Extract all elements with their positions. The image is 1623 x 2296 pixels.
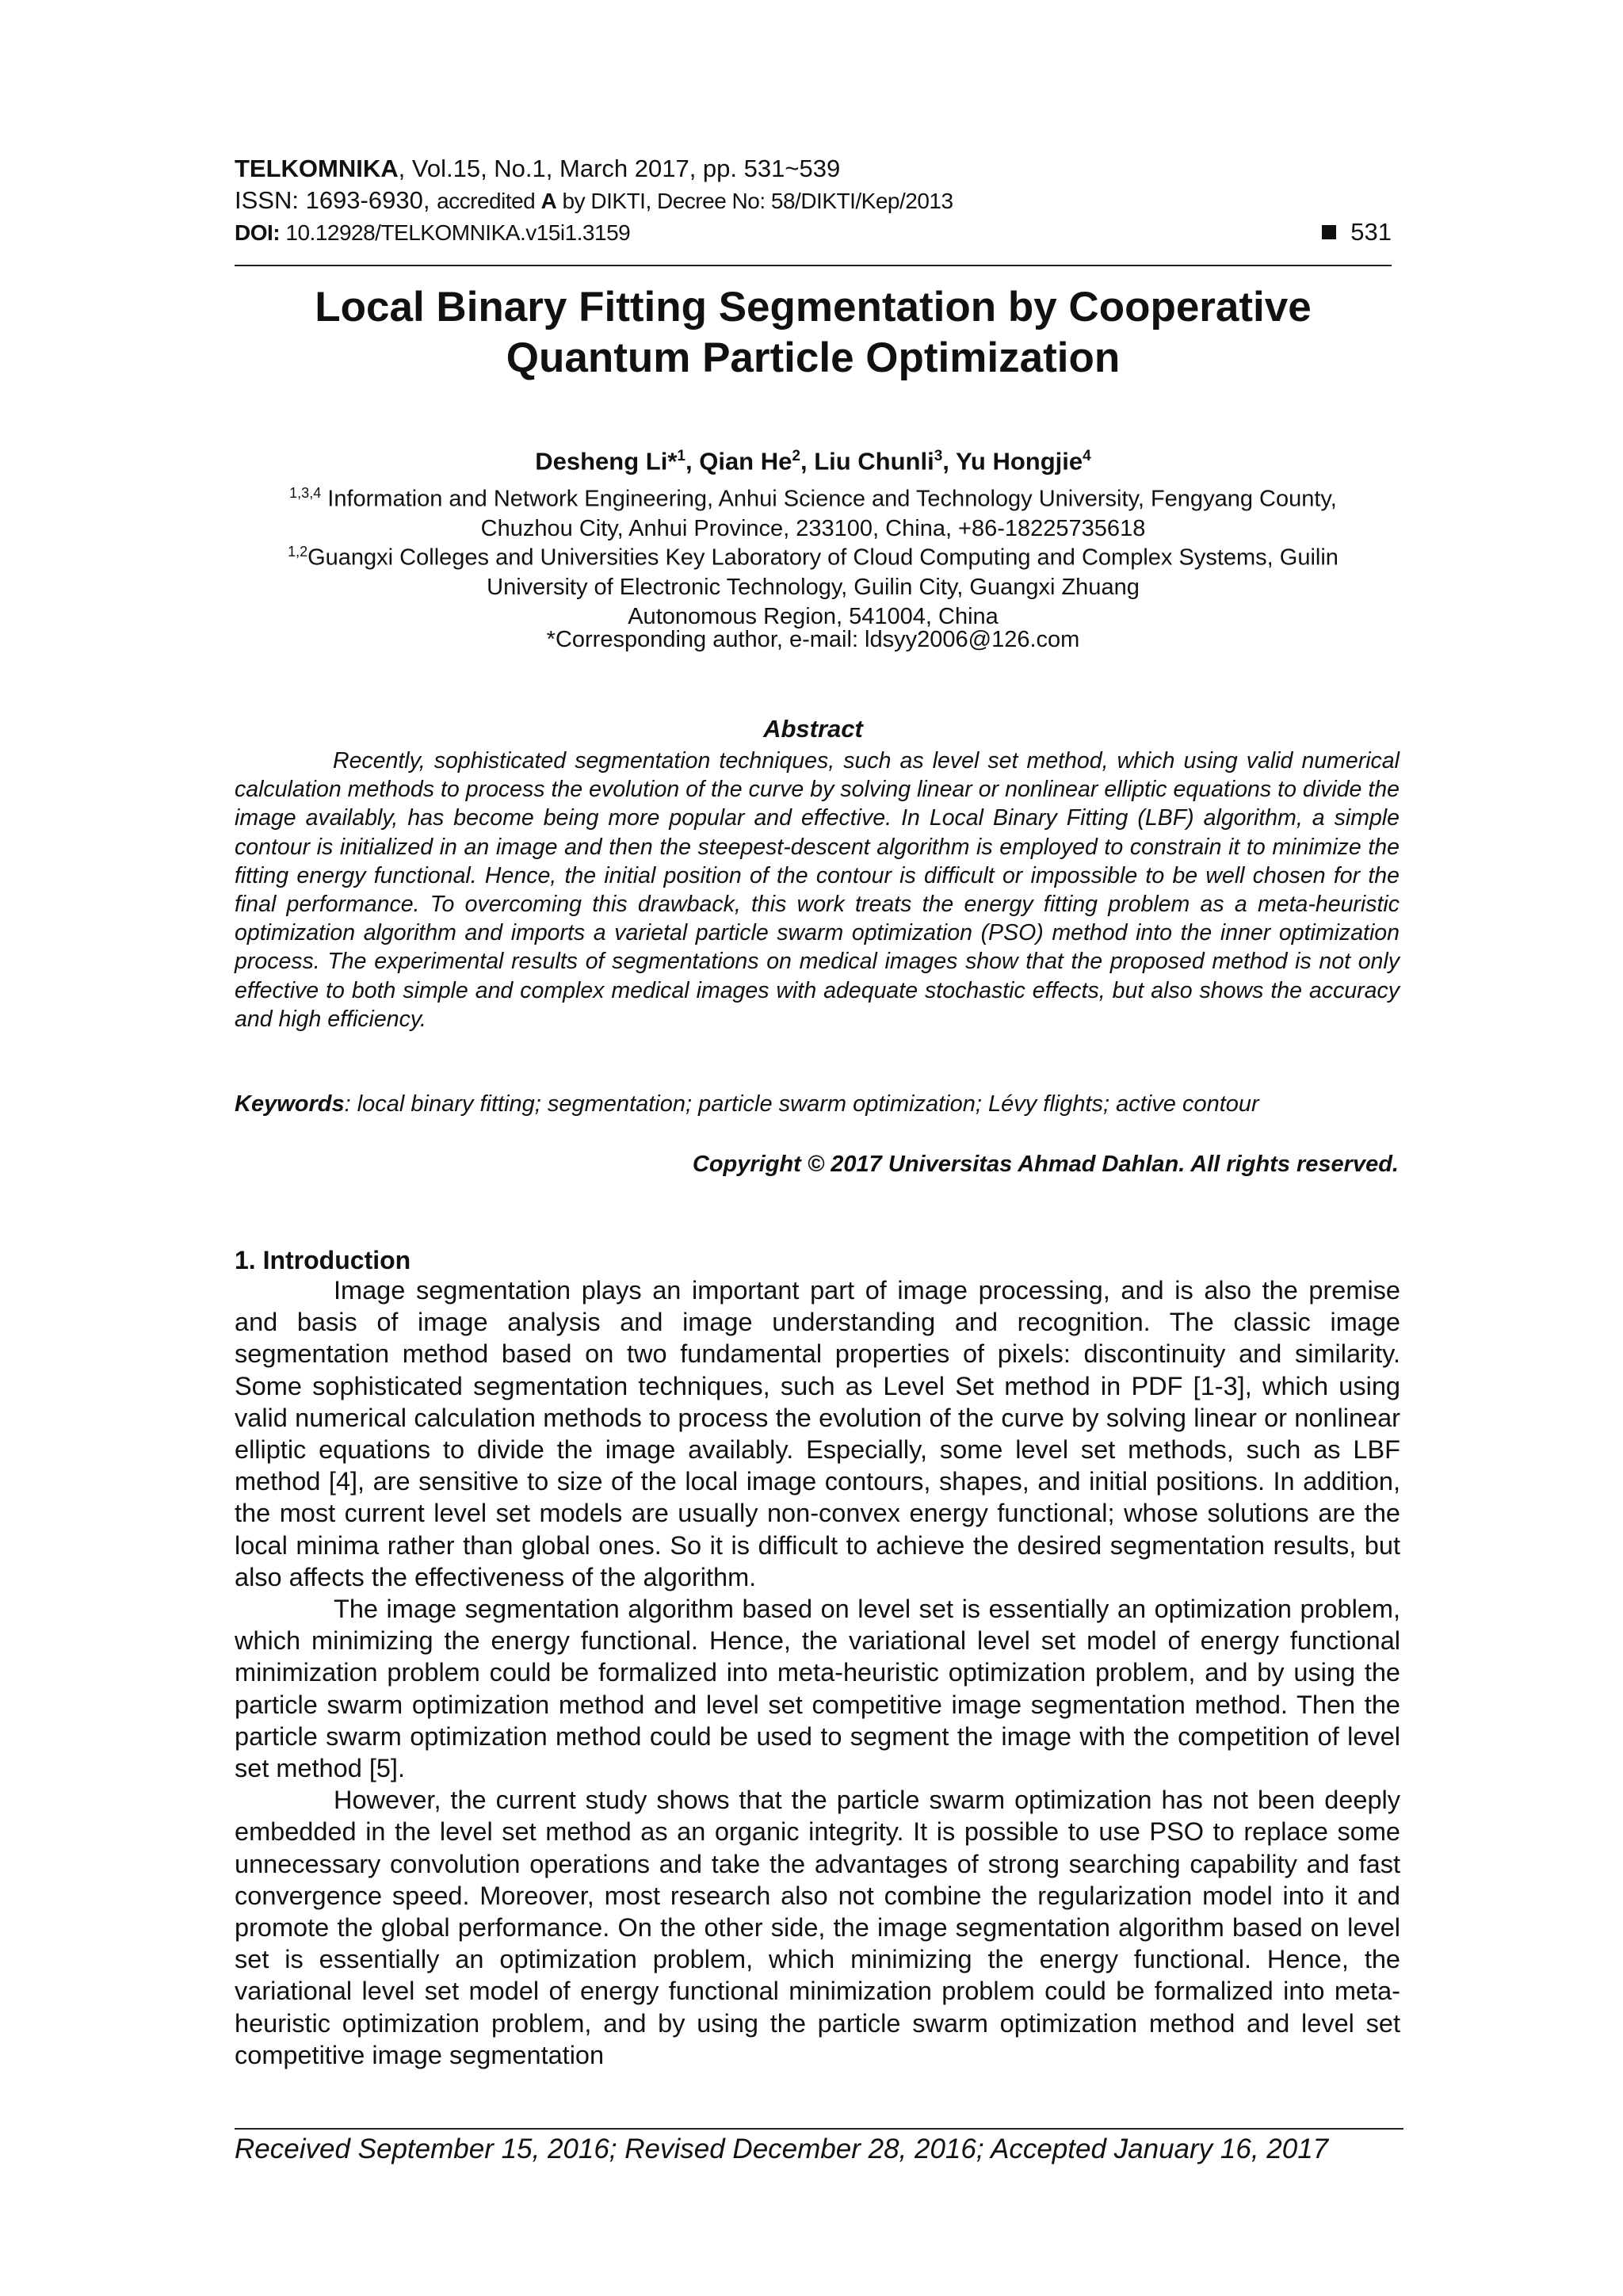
keywords-label: Keywords [235,1091,345,1117]
affiliation-line: Chuzhou City, Anhui Province, 233100, China, +86-18225735618 [480,515,1146,541]
author-sup: 2 [792,448,800,464]
author-name: Desheng Li* [535,447,678,476]
issn-grade: A [540,189,557,213]
author-list [235,441,1392,477]
author-sup: 3 [934,448,943,464]
author-separator: , [685,447,700,476]
doi-value: 10.12928/TELKOMNIKA.v15i1.3159 [285,220,631,245]
square-bullet-icon [1322,225,1336,239]
affiliation-line: Guangxi Colleges and Universities Key Laboratory of Cloud Computing and Complex Systems, Guilin [307,544,1338,571]
affiliation-sup: 1,2 [288,544,308,560]
journal-name: TELKOMNIKA [235,155,399,182]
doi-label: DOI: [235,220,286,245]
title-line-1: Local Binary Fitting Segmentation by Cooperative [315,284,1312,330]
affiliation-sup: 1,3,4 [289,485,322,501]
received-dates: Received September 15, 2016; Revised December 28, 2016; Accepted January 16, 2017 [235,2134,1329,2164]
keywords-text: : local binary fitting; segmentation; particle swarm optimization; Lévy flights; active contour [344,1091,1259,1117]
affiliation-line: Autonomous Region, 541004, China [628,603,999,629]
issn-line [235,185,1392,216]
abstract-text: Recently, sophisticated segmentation techniques, such as level set method, which using valid numerical calculation methods to process the evolution of the curve by solving linear or nonlinear elliptic equations to divide the image availably, has become being more popular and effective. In Local Binary Fitting (LBF) algorithm, a simple contour is initialized in an image and then the steepest-descent algorithm is employed to constrain it to minimize the fitting energy functional. Hence, the initial position of the contour is difficult or impossible to be well chosen for the final performance. To overcoming this drawback, this work treats the energy fitting problem as a meta-heuristic optimization algorithm and imports a varietal particle swarm optimization (PSO) method into the inner optimization process. The experimental results of segmentations on medical images show that the proposed method is not only effective to both simple and complex medical images with adequate stochastic effects, but also shows the accuracy and high efficiency. [235,748,1400,1032]
author-sup: 1 [677,448,685,464]
abstract-heading: Abstract [763,715,863,743]
affiliation-2 [235,537,1392,632]
issn-decree: by DIKTI, Decree No: 58/DIKTI/Kep/2013 [556,189,953,213]
affiliation-line: University of Electronic Technology, Guilin City, Guangxi Zhuang [487,574,1140,600]
author-name: Yu Hongjie [955,447,1083,476]
footer-divider [235,2128,1403,2130]
issn-prefix: ISSN: 1693-6930, [235,186,437,214]
paragraph: Image segmentation plays an important part of image processing, and is also the premise and basis of image analysis and image understanding and recognition. The classic image segmentation method based on two fundamental properties of pixels: discontinuity and similarity. Some sophisticated segmentation techniques, such as Level Set method in PDF [1-3], which using valid numerical calculation methods to process the evolution of the curve by solving linear or nonlinear elliptic equations to divide the image availably. Especially, some level set methods, such as LBF method [4], are sensitive to size of the local image contours, shapes, and initial positions. In addition, the most current level set models are usually non-convex energy functional; whose solutions are the local minima rather than global ones. So it is difficult to achieve the desired segmentation results, but also affects the effectiveness of the algorithm. [235,1276,1400,1591]
author-separator: , [942,447,956,476]
author-name: Qian He [699,447,792,476]
page-number: 531 [1350,218,1392,246]
issn-accredited: accredited [437,189,541,213]
paragraph: The image segmentation algorithm based on level set is essentially an optimization problem, which minimizing the energy functional. Hence, the variational level set model of energy functional minimization problem could be formalized into meta-heuristic optimization problem, and by using the particle swarm optimization method and level set competitive image segmentation method. Then the particle swarm optimization method could be used to segment the image with the competition of level set method [5]. [235,1595,1400,1783]
author-name: Liu Chunli [814,447,934,476]
author-sup: 4 [1083,448,1091,464]
volume-info: , Vol.15, No.1, March 2017, pp. 531~539 [398,155,841,182]
title-line-2: Quantum Particle Optimization [506,334,1121,381]
affiliation-line: Information and Network Engineering, Anhui Science and Technology University, Fengyang County, [321,486,1337,512]
journal-citation [235,154,1392,184]
paper-title [235,282,1392,384]
introduction-body [235,1274,1400,2071]
copyright-notice: Copyright © 2017 Universitas Ahmad Dahlan. All rights reserved. [692,1152,1399,1177]
header-divider [235,265,1392,266]
section-heading: 1. Introduction [235,1246,411,1274]
keywords [235,1090,1400,1118]
doi-line [235,217,1392,248]
page-number-block [1322,217,1392,247]
author-separator: , [800,447,815,476]
paragraph: However, the current study shows that the particle swarm optimization has not been deeply embedded in the level set method as an organic integrity. It is possible to use PSO to replace some unnecessary convolution operations and take the advantages of strong searching capability and fast convergence speed. Moreover, most research also not combine the regularization model into it and promote the global performance. On the other side, the image segmentation algorithm based on level set is essentially an optimization problem, which minimizing the energy functional. Hence, the variational level set model of energy functional minimization problem could be formalized into meta-heuristic optimization problem, and by using the particle swarm optimization method and level set competitive image segmentation [235,1786,1400,2069]
corresponding-author: *Corresponding author, e-mail: ldsyy2006@126.com [546,627,1080,652]
affiliation-1 [235,479,1392,544]
